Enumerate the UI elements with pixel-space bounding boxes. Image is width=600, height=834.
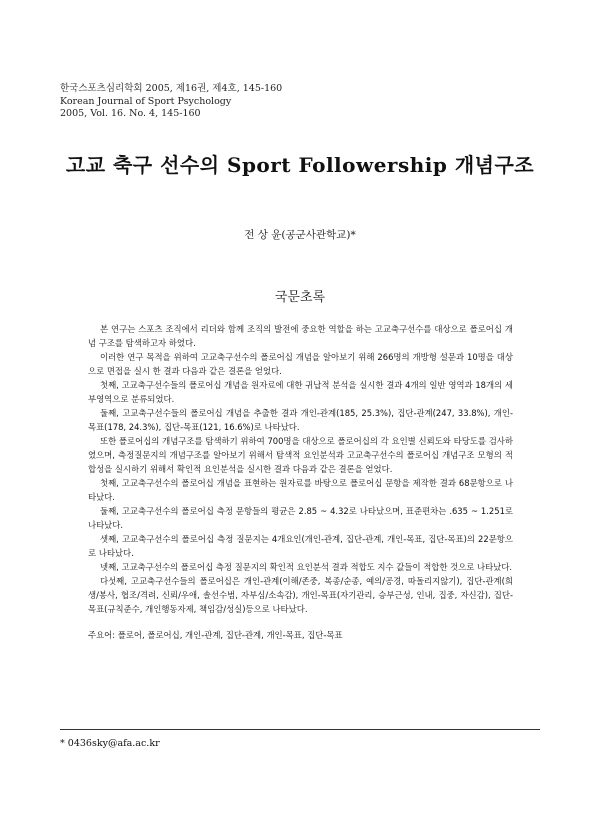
abstract-paragraph: 또한 폴로어십의 개념구조를 탐색하기 위하여 700명을 대상으로 폴로어십의 각 요인별 신뢰도와 타당도를 검사하였으며, 측정질문지의 개념구조를 알아보기 위해서 탐색적 요인분석과 고교축구선수의 폴로어십 개념구조 모형의 적합성을 실시하기 위해서 확인적 요인분석을 실시한 결과 다음과 같은 결론을 얻었다. [88,436,513,474]
abstract-paragraph: 셋째, 고교축구선수의 폴로어십 측정 질문지는 4개요인(개인-관계, 집단-관계, 개인-목표, 집단-목표)의 22문항으로 나타났다. [88,534,513,558]
abstract-paragraph: 첫째, 고교축구선수들의 폴로어십 개념을 원자료에 대한 귀납적 분석을 실시한 결과 4개의 일반 영역과 18개의 세부영역으로 분류되었다. [88,380,513,404]
journal-name-english: Korean Journal of Sport Psychology [60,95,232,107]
author: 전 상 윤(공군사관학교)* [244,229,356,241]
journal-header [60,83,282,121]
abstract-heading: 국문초록 [274,290,326,305]
abstract-paragraph: 본 연구는 스포츠 조직에서 리더와 함께 조직의 발전에 중요한 역할을 하는 고교축구선수를 대상으로 폴로어십 개념 구조를 탐색하고자 하였다. [88,324,513,348]
abstract-paragraph: 다섯째, 고교축구선수들의 폴로어십은 개인-관계(이해/존중, 복종/순종, 예의/공경, 따돌리지않기), 집단-관계(희생/봉사, 협조/격려, 신뢰/우애, 솔선수범, 자부심/소속감), 개인-목표(자기관리, 승부근성, 인내, 집중, 자신감), 집단-목표(규칙준수, 개인행동자제, 책임감/성실)등으로 나타났다. [88,576,513,614]
footnote-divider [60,729,540,730]
abstract-paragraph: 넷째, 고교축구선수의 폴로어십 측정 질문지의 확인적 요인분석 결과 적합도 지수 값들이 적합한 것으로 나타났다. [100,562,513,572]
abstract-paragraph: 둘째, 고교축구선수들의 폴로어십 개념을 추출한 결과 개인-관계(185, 25.3%), 집단-관계(247, 33.8%), 개인-목표(178, 24.3%), 집단-목표(121, 16.6%)로 나타났다. [88,408,513,432]
keywords: 주요어: 폴로어, 폴로어십, 개인-관계, 집단-관계, 개인-목표, 집단-목표 [88,630,343,640]
abstract-paragraph: 이러한 연구 목적을 위하여 고교축구선수의 폴로어십 개념을 알아보기 위해 266명의 개방형 설문과 10명을 대상으로 면접을 실시 한 결과 다음과 같은 결론을 얻었다. [88,352,513,376]
abstract-paragraph: 첫째, 고교축구선수의 폴로어십 개념을 표현하는 원자료를 바탕으로 폴로어십 문항을 제작한 결과 68문항으로 나타났다. [88,478,513,502]
abstract-paragraph: 둘째, 고교축구선수의 폴로어십 측정 문항들의 평균은 2.85 ~ 4.32로 나타났으며, 표준편차는 .635 ~ 1.251로 나타났다. [88,506,513,530]
abstract-body [88,322,513,616]
footnote-email: * 0436sky@afa.ac.kr [60,738,160,749]
journal-citation-korean: 한국스포츠심리학회 2005, 제16권, 제4호, 145-160 [60,83,283,94]
journal-volume: 2005, Vol. 16. No. 4, 145-160 [60,108,201,119]
paper-title: 고교 축구 선수의 Sport Followership 개념구조 [65,153,535,177]
